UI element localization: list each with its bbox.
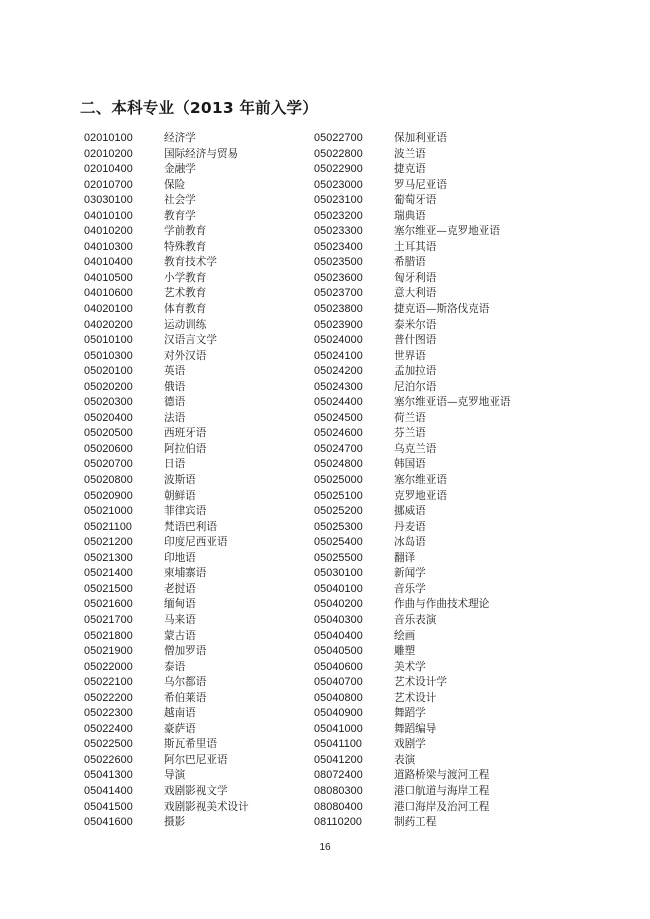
major-code: 04010400 (84, 256, 133, 269)
major-name: 艺术设计 (394, 691, 437, 704)
major-row (84, 302, 249, 318)
major-name: 西班牙语 (164, 427, 207, 440)
major-name: 戏剧影视文学 (164, 784, 228, 797)
major-name: 乌克兰语 (394, 442, 437, 455)
major-row (314, 442, 511, 458)
major-name: 土耳其语 (394, 240, 437, 253)
major-code: 05010100 (84, 334, 133, 347)
major-code: 05022400 (84, 722, 133, 735)
major-code: 05022600 (84, 753, 133, 766)
major-code: 05021800 (84, 629, 133, 642)
major-code: 05023700 (314, 287, 363, 300)
major-name: 阿尔巴尼亚语 (164, 753, 228, 766)
major-code: 05041300 (84, 769, 133, 782)
major-name: 普什图语 (394, 334, 437, 347)
major-name: 波兰语 (394, 147, 426, 160)
major-row (314, 240, 511, 256)
major-name: 世界语 (394, 349, 426, 362)
major-row (84, 147, 249, 163)
major-name: 柬埔寨语 (164, 567, 207, 580)
page-number: 16 (319, 842, 331, 853)
major-code: 05040300 (314, 613, 363, 626)
major-name: 特殊教育 (164, 240, 207, 253)
major-code: 05025400 (314, 536, 363, 549)
major-row (84, 457, 249, 473)
major-name: 体育教育 (164, 303, 207, 316)
major-name: 马来语 (164, 613, 196, 626)
major-name: 艺术设计学 (394, 676, 447, 689)
major-row (84, 597, 249, 613)
major-name: 捷克语—斯洛伐克语 (394, 303, 490, 316)
major-code: 05041100 (314, 738, 363, 751)
major-row (314, 131, 511, 147)
major-name: 制药工程 (394, 816, 437, 829)
major-row (84, 644, 249, 660)
major-row (314, 784, 511, 800)
major-row (84, 582, 249, 598)
major-code: 02010200 (84, 147, 133, 160)
major-row (84, 380, 249, 396)
major-row (84, 722, 249, 738)
major-name: 葡萄牙语 (394, 194, 437, 207)
major-code: 05022900 (314, 163, 363, 176)
major-name: 孟加拉语 (394, 365, 437, 378)
major-name: 罗马尼亚语 (394, 178, 447, 191)
major-name: 港口航道与海岸工程 (394, 784, 490, 797)
major-row (314, 660, 511, 676)
major-row (314, 333, 511, 349)
major-name: 音乐表演 (394, 613, 437, 626)
major-name: 塞尔维亚—克罗地亚语 (394, 225, 500, 238)
major-code: 05022300 (84, 707, 133, 720)
major-code: 05025300 (314, 520, 363, 533)
major-row (84, 395, 249, 411)
major-row (84, 768, 249, 784)
major-row (314, 613, 511, 629)
major-row (314, 644, 511, 660)
major-row (314, 255, 511, 271)
major-code: 05040400 (314, 629, 363, 642)
major-row (314, 473, 511, 489)
major-code: 05020400 (84, 411, 133, 424)
major-name: 捷克语 (394, 163, 426, 176)
major-name: 日语 (164, 458, 186, 471)
major-name: 学前教育 (164, 225, 207, 238)
major-name: 乌尔都语 (164, 676, 207, 689)
major-row (84, 426, 249, 442)
major-row (84, 675, 249, 691)
major-row (314, 193, 511, 209)
major-row (84, 271, 249, 287)
major-name: 芬兰语 (394, 427, 426, 440)
major-row (314, 380, 511, 396)
major-code: 05022500 (84, 738, 133, 751)
major-name: 丹麦语 (394, 520, 426, 533)
major-code: 05020800 (84, 474, 133, 487)
major-code: 05024200 (314, 365, 363, 378)
major-row (314, 753, 511, 769)
major-row (314, 178, 511, 194)
major-code: 08080300 (314, 784, 363, 797)
major-code: 05023800 (314, 303, 363, 316)
major-code: 05022100 (84, 676, 133, 689)
major-name: 道路桥梁与渡河工程 (394, 769, 490, 782)
major-row (84, 753, 249, 769)
major-name: 韩国语 (394, 458, 426, 471)
major-row (84, 240, 249, 256)
major-code: 08080400 (314, 800, 363, 813)
major-row (314, 426, 511, 442)
major-code: 05022200 (84, 691, 133, 704)
major-name: 希伯莱语 (164, 691, 207, 704)
major-name: 戏剧影视美术设计 (164, 800, 249, 813)
major-code: 04010200 (84, 225, 133, 238)
major-code: 05041200 (314, 753, 363, 766)
major-row (84, 520, 249, 536)
major-code: 05020600 (84, 442, 133, 455)
major-code: 05023200 (314, 209, 363, 222)
major-name: 豪萨语 (164, 722, 196, 735)
major-row (84, 349, 249, 365)
major-name: 英语 (164, 365, 186, 378)
major-row (84, 800, 249, 816)
major-row (84, 193, 249, 209)
major-name: 教育学 (164, 209, 196, 222)
major-code: 05024400 (314, 396, 363, 409)
major-code: 05024100 (314, 349, 363, 362)
major-code: 05024800 (314, 458, 363, 471)
major-name: 舞蹈学 (394, 707, 426, 720)
major-code: 05024300 (314, 380, 363, 393)
major-code: 05021000 (84, 505, 133, 518)
major-code: 05020300 (84, 396, 133, 409)
major-code: 05022000 (84, 660, 133, 673)
major-row (314, 395, 511, 411)
major-code: 05025200 (314, 505, 363, 518)
major-row (314, 737, 511, 753)
major-name: 社会学 (164, 194, 196, 207)
major-name: 老挝语 (164, 582, 196, 595)
major-name: 汉语言文学 (164, 334, 217, 347)
major-name: 翻译 (394, 551, 416, 564)
major-row (314, 582, 511, 598)
major-code: 05040100 (314, 582, 363, 595)
major-code: 05022700 (314, 132, 363, 144)
major-code: 05040700 (314, 676, 363, 689)
major-row (314, 800, 511, 816)
major-row (84, 286, 249, 302)
major-name: 意大利语 (394, 287, 437, 300)
major-name: 越南语 (164, 707, 196, 720)
major-name: 运动训练 (164, 318, 207, 331)
right-major-column (314, 131, 511, 831)
major-code: 02010400 (84, 163, 133, 176)
major-name: 保加利亚语 (394, 132, 447, 144)
major-name: 蒙古语 (164, 629, 196, 642)
major-code: 03030100 (84, 194, 133, 207)
major-name: 表演 (394, 753, 416, 766)
major-row (314, 675, 511, 691)
major-code: 05023900 (314, 318, 363, 331)
major-row (84, 691, 249, 707)
major-code: 05010300 (84, 349, 133, 362)
major-row (314, 364, 511, 380)
major-row (314, 597, 511, 613)
major-code: 05021100 (84, 520, 133, 533)
major-row (84, 706, 249, 722)
major-row (84, 411, 249, 427)
major-row (314, 224, 511, 240)
major-name: 阿拉伯语 (164, 442, 207, 455)
major-code: 05040600 (314, 660, 363, 673)
major-name: 波斯语 (164, 474, 196, 487)
major-code: 05020700 (84, 458, 133, 471)
major-code: 05024600 (314, 427, 363, 440)
major-code: 05041000 (314, 722, 363, 735)
major-name: 印地语 (164, 551, 196, 564)
left-major-column (84, 131, 249, 831)
major-code: 05041400 (84, 784, 133, 797)
major-code: 05021700 (84, 613, 133, 626)
major-row (314, 768, 511, 784)
major-code: 05040500 (314, 645, 363, 658)
major-code: 05021500 (84, 582, 133, 595)
major-code: 05023100 (314, 194, 363, 207)
major-name: 泰语 (164, 660, 186, 673)
major-row (84, 489, 249, 505)
major-row (84, 504, 249, 520)
major-row (84, 162, 249, 178)
major-row (84, 224, 249, 240)
major-row (84, 613, 249, 629)
major-code: 05023300 (314, 225, 363, 238)
major-code: 02010100 (84, 132, 133, 144)
major-code: 05023400 (314, 240, 363, 253)
major-row (314, 566, 511, 582)
major-code: 05020900 (84, 489, 133, 502)
major-row (314, 815, 511, 831)
major-name: 匈牙利语 (394, 271, 437, 284)
major-code: 08072400 (314, 769, 363, 782)
major-row (84, 131, 249, 147)
major-name: 法语 (164, 411, 186, 424)
major-row (314, 691, 511, 707)
major-row (84, 473, 249, 489)
major-code: 05025100 (314, 489, 363, 502)
major-code: 05023600 (314, 271, 363, 284)
major-name: 摄影 (164, 816, 186, 829)
major-code: 05024000 (314, 334, 363, 347)
major-name: 绘画 (394, 629, 416, 642)
major-name: 荷兰语 (394, 411, 426, 424)
major-name: 尼泊尔语 (394, 380, 437, 393)
major-name: 菲律宾语 (164, 505, 207, 518)
major-row (314, 706, 511, 722)
major-code: 05041500 (84, 800, 133, 813)
major-row (314, 147, 511, 163)
major-name: 雕塑 (394, 645, 416, 658)
major-row (314, 504, 511, 520)
major-code: 05021400 (84, 567, 133, 580)
major-code: 05020500 (84, 427, 133, 440)
major-row (84, 442, 249, 458)
major-code: 05020200 (84, 380, 133, 393)
major-name: 梵语巴利语 (164, 520, 217, 533)
major-row (314, 349, 511, 365)
major-name: 斯瓦希里语 (164, 738, 217, 751)
major-code: 05023000 (314, 178, 363, 191)
major-name: 导演 (164, 769, 186, 782)
major-name: 金融学 (164, 163, 196, 176)
major-code: 05024500 (314, 411, 363, 424)
major-name: 塞尔维亚语 (394, 474, 447, 487)
major-code: 05021300 (84, 551, 133, 564)
major-name: 克罗地亚语 (394, 489, 447, 502)
major-code: 05041600 (84, 816, 133, 829)
major-code: 05040800 (314, 691, 363, 704)
major-code: 04010600 (84, 287, 133, 300)
major-name: 保险 (164, 178, 186, 191)
major-code: 05021600 (84, 598, 133, 611)
major-code: 04010500 (84, 271, 133, 284)
major-row (314, 271, 511, 287)
major-code: 04010100 (84, 209, 133, 222)
major-row (314, 411, 511, 427)
major-code: 04010300 (84, 240, 133, 253)
major-code: 05024700 (314, 442, 363, 455)
major-code: 04020100 (84, 303, 133, 316)
major-name: 泰米尔语 (394, 318, 437, 331)
major-code: 04020200 (84, 318, 133, 331)
major-code: 05030100 (314, 567, 363, 580)
major-name: 国际经济与贸易 (164, 147, 239, 160)
major-row (84, 333, 249, 349)
major-row (314, 209, 511, 225)
major-row (84, 815, 249, 831)
major-name: 塞尔维亚语—克罗地亚语 (394, 396, 511, 409)
major-row (314, 457, 511, 473)
major-code: 05040900 (314, 707, 363, 720)
major-code: 05025500 (314, 551, 363, 564)
major-row (84, 535, 249, 551)
major-name: 挪威语 (394, 505, 426, 518)
major-name: 瑞典语 (394, 209, 426, 222)
major-code: 02010700 (84, 178, 133, 191)
major-name: 缅甸语 (164, 598, 196, 611)
major-name: 新闻学 (394, 567, 426, 580)
major-row (84, 784, 249, 800)
major-row (84, 566, 249, 582)
major-row (84, 660, 249, 676)
major-row (314, 722, 511, 738)
major-name: 作曲与作曲技术理论 (394, 598, 490, 611)
major-row (84, 178, 249, 194)
major-name: 港口海岸及治河工程 (394, 800, 490, 813)
section-heading: 二、本科专业（2013 年前入学） (80, 99, 318, 117)
major-row (84, 737, 249, 753)
major-row (314, 489, 511, 505)
major-row (84, 551, 249, 567)
major-code: 05021200 (84, 536, 133, 549)
major-row (84, 629, 249, 645)
major-name: 俄语 (164, 380, 186, 393)
major-row (314, 535, 511, 551)
major-name: 美术学 (394, 660, 426, 673)
major-code: 05020100 (84, 365, 133, 378)
major-row (314, 551, 511, 567)
major-code: 05022800 (314, 147, 363, 160)
major-row (84, 364, 249, 380)
major-name: 希腊语 (394, 256, 426, 269)
major-row (314, 318, 511, 334)
major-name: 朝鲜语 (164, 489, 196, 502)
major-row (314, 162, 511, 178)
major-name: 音乐学 (394, 582, 426, 595)
major-name: 舞蹈编导 (394, 722, 437, 735)
major-code: 05021900 (84, 645, 133, 658)
major-row (314, 629, 511, 645)
major-code: 05040200 (314, 598, 363, 611)
major-code: 05023500 (314, 256, 363, 269)
major-row (84, 209, 249, 225)
major-name: 德语 (164, 396, 186, 409)
major-name: 印度尼西亚语 (164, 536, 228, 549)
major-row (84, 255, 249, 271)
major-name: 对外汉语 (164, 349, 207, 362)
major-row (314, 286, 511, 302)
major-row (314, 520, 511, 536)
major-name: 戏剧学 (394, 738, 426, 751)
major-name: 冰岛语 (394, 536, 426, 549)
major-name: 僧加罗语 (164, 645, 207, 658)
major-row (84, 318, 249, 334)
major-name: 小学教育 (164, 271, 207, 284)
major-name: 教育技术学 (164, 256, 217, 269)
major-code: 08110200 (314, 816, 363, 829)
major-name: 艺术教育 (164, 287, 207, 300)
major-code: 05025000 (314, 474, 363, 487)
major-row (314, 302, 511, 318)
major-name: 经济学 (164, 132, 196, 144)
